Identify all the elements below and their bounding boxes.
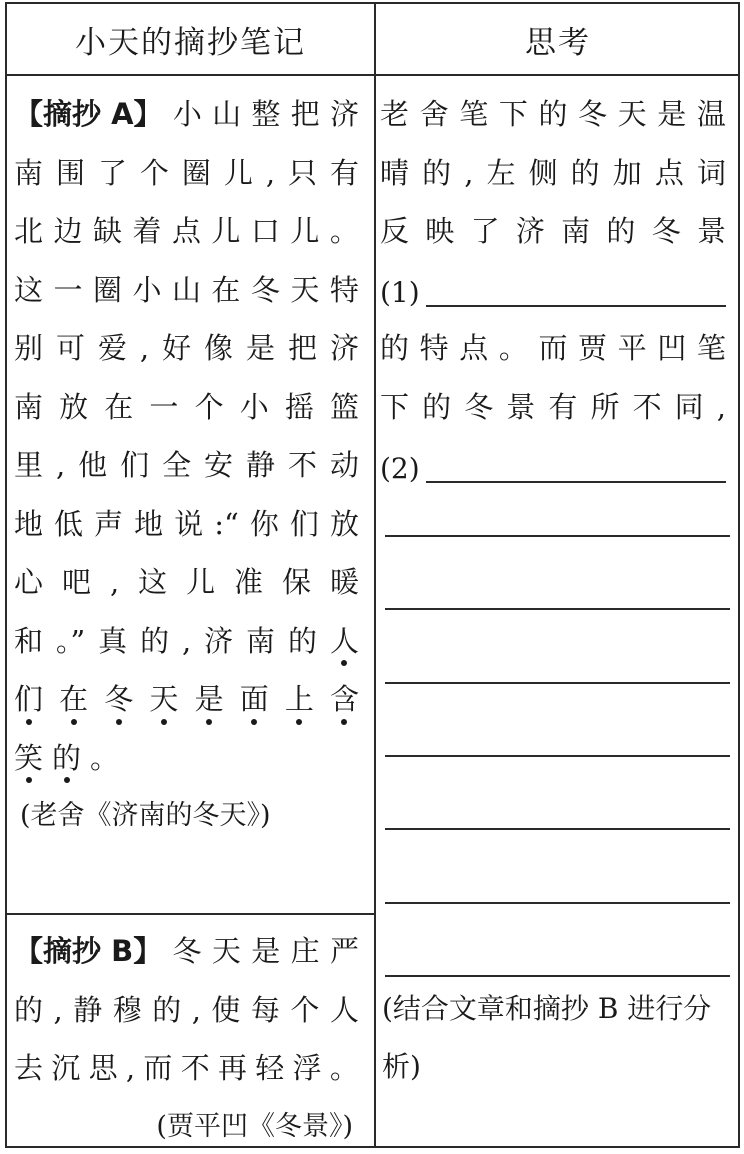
answer-underline[interactable] xyxy=(385,535,730,537)
text-char: 平 xyxy=(617,331,647,365)
text-char: 加 xyxy=(612,155,642,190)
text-char: , xyxy=(125,1051,136,1085)
text-char: 在 xyxy=(104,389,134,424)
text-char: 庄 xyxy=(290,934,320,968)
text-char: 的 xyxy=(422,155,452,190)
text-char: 济 xyxy=(204,623,234,658)
text-char: 再 xyxy=(217,1051,247,1085)
text-char: 。 xyxy=(329,1051,359,1085)
text-char: 是 xyxy=(246,331,276,365)
excerpt-source: (老舍《济南的冬天》) xyxy=(20,800,271,831)
text-char: 的 xyxy=(140,623,170,658)
text-char: 映 xyxy=(425,214,455,248)
text-char: 安 xyxy=(204,448,234,482)
text-char: 说 xyxy=(174,506,204,541)
notes-column-header: 小天的摘抄笔记 xyxy=(75,24,306,61)
text-char: 个 xyxy=(139,155,169,190)
text-char: 南 xyxy=(14,155,44,190)
text-char: 真 xyxy=(98,623,128,658)
text-char: 是 xyxy=(251,934,281,968)
text-char: 景 xyxy=(506,389,536,424)
text-line xyxy=(14,1039,359,1098)
text-char: 南 xyxy=(561,214,591,248)
excerpt-tag: 【摘抄 A】 xyxy=(14,97,163,131)
analysis-hint: (结合文章和摘抄 B 进行分析) xyxy=(382,992,712,1083)
text-char: 放 xyxy=(59,389,89,424)
text-char: 儿 xyxy=(290,214,320,248)
answer-underline[interactable] xyxy=(385,828,730,830)
answer-underline[interactable] xyxy=(426,305,726,307)
blank-label: (2) xyxy=(380,451,420,485)
text-char: 把 xyxy=(290,97,320,131)
text-line xyxy=(380,202,726,261)
text-char: 山 xyxy=(212,97,242,131)
text-char: 们 xyxy=(120,448,150,482)
text-char: :“ xyxy=(214,506,239,541)
text-char: 的 xyxy=(14,992,44,1027)
text-char: 吧 xyxy=(61,565,91,599)
text-char: 全 xyxy=(162,448,192,482)
text-char: 轻 xyxy=(255,1051,285,1085)
text-char: 温 xyxy=(696,97,726,131)
excerpt-b xyxy=(14,922,359,1154)
text-char: 的 xyxy=(152,992,182,1027)
text-char: 像 xyxy=(204,331,234,365)
text-char: 浮 xyxy=(292,1051,322,1085)
text-char: 。 xyxy=(329,214,359,248)
text-char: 济 xyxy=(329,331,359,365)
text-char: 。” xyxy=(55,623,86,658)
text-char: 而 xyxy=(143,1051,173,1085)
text-char: 下 xyxy=(380,389,410,424)
blank-2[interactable] xyxy=(380,436,726,495)
text-char: 冬 xyxy=(104,670,133,729)
text-char: 地 xyxy=(134,506,164,541)
text-line xyxy=(14,378,359,437)
text-char: 有 xyxy=(329,155,359,190)
text-char: 冬 xyxy=(250,272,280,307)
text-char: 暖 xyxy=(329,565,359,599)
text-char: 笑 xyxy=(14,729,43,788)
text-line xyxy=(14,85,359,144)
text-char: 点 xyxy=(171,214,201,248)
text-char: 别 xyxy=(14,331,44,365)
answer-underline[interactable] xyxy=(385,755,730,757)
text-char: 下 xyxy=(498,97,528,131)
text-line xyxy=(380,85,726,144)
text-char: 而 xyxy=(538,331,568,365)
text-char: 不 xyxy=(287,448,317,482)
text-line xyxy=(14,261,359,320)
thinking-column-header: 思考 xyxy=(525,24,591,61)
text-char: 准 xyxy=(234,565,264,599)
text-char: 低 xyxy=(54,506,84,541)
text-char: 了 xyxy=(97,155,127,190)
text-char: 缺 xyxy=(92,214,122,248)
header-divider xyxy=(7,74,738,76)
text-char: 面 xyxy=(240,670,269,729)
answer-underline[interactable] xyxy=(385,682,730,684)
text-char: 小 xyxy=(132,272,162,307)
text-char: 凹 xyxy=(657,331,687,365)
text-char: , xyxy=(55,448,66,482)
text-char: 地 xyxy=(14,506,44,541)
text-char: , xyxy=(716,389,726,424)
text-char: 天 xyxy=(149,670,178,729)
text-char: 含 xyxy=(330,670,359,729)
text-char: 静 xyxy=(246,448,276,482)
text-char: 静 xyxy=(73,992,103,1027)
answer-underline[interactable] xyxy=(426,481,726,483)
text-char: , xyxy=(139,331,150,365)
text-char: 一 xyxy=(149,389,179,424)
text-char: 围 xyxy=(55,155,85,190)
text-char: 。 xyxy=(498,331,528,365)
text-char: , xyxy=(109,565,120,599)
text-char: 冬 xyxy=(651,214,681,248)
text-char: 北 xyxy=(14,214,44,248)
text-char: 每 xyxy=(250,992,280,1027)
text-line xyxy=(380,378,726,437)
text-char: 小 xyxy=(239,389,269,424)
text-char: , xyxy=(182,623,192,658)
text-line xyxy=(14,612,359,671)
text-char: 心 xyxy=(14,565,44,599)
text-char: 词 xyxy=(696,155,726,190)
text-line xyxy=(14,922,359,981)
text-char: 天 xyxy=(290,272,320,307)
text-char: 穆 xyxy=(112,992,142,1027)
text-char: , xyxy=(265,155,276,190)
text-char: 和 xyxy=(14,623,44,658)
text-char: 的 xyxy=(422,389,452,424)
text-char: 放 xyxy=(329,506,359,541)
text-char: 不 xyxy=(632,389,662,424)
text-char: 人 xyxy=(329,992,359,1027)
text-char: 反 xyxy=(380,214,410,248)
excerpt-tag: 【摘抄 B】 xyxy=(14,934,163,968)
text-char: 济 xyxy=(329,97,359,131)
text-char: 声 xyxy=(94,506,124,541)
text-char: 景 xyxy=(696,214,726,248)
text-char: 晴 xyxy=(380,155,410,190)
text-char: 贾 xyxy=(578,331,608,365)
text-char: 特 xyxy=(329,272,359,307)
text-char: 着 xyxy=(132,214,162,248)
text-char: 老 xyxy=(380,97,410,131)
text-char: 天 xyxy=(211,934,241,968)
text-char: 你 xyxy=(249,506,279,541)
text-char: 思 xyxy=(88,1051,118,1085)
text-line xyxy=(14,981,359,1040)
text-line xyxy=(14,495,359,554)
text-char: 天 xyxy=(617,97,647,131)
text-char: 是 xyxy=(195,670,224,729)
text-char: 的 xyxy=(570,155,600,190)
text-char: 特 xyxy=(419,331,449,365)
text-line xyxy=(380,144,726,203)
text-line xyxy=(14,670,359,729)
text-char: 可 xyxy=(55,331,85,365)
text-char: 冬 xyxy=(172,934,202,968)
text-char: 点 xyxy=(459,331,489,365)
text-char: 个 xyxy=(290,992,320,1027)
text-char: 侧 xyxy=(528,155,558,190)
text-char: 是 xyxy=(657,97,687,131)
text-char: 一 xyxy=(53,272,83,307)
text-line xyxy=(14,144,359,203)
text-char: 的 xyxy=(380,331,410,365)
text-char: 南 xyxy=(246,623,276,658)
text-line xyxy=(14,729,359,788)
column-divider xyxy=(374,4,376,1146)
text-char: 好 xyxy=(162,331,192,365)
excerpt-source: (贾平凹《冬景》) xyxy=(156,1110,353,1142)
text-char: 摇 xyxy=(284,389,314,424)
answer-underline[interactable] xyxy=(385,608,730,610)
text-char: 爱 xyxy=(97,331,127,365)
text-char: 的 xyxy=(538,97,568,131)
text-char: 冬 xyxy=(578,97,608,131)
text-char: 圈 xyxy=(181,155,211,190)
text-char: 上 xyxy=(285,670,314,729)
text-char: 山 xyxy=(171,272,201,307)
text-char: , xyxy=(53,992,63,1027)
text-char: 圈 xyxy=(92,272,122,307)
text-char: 把 xyxy=(287,331,317,365)
text-char: 这 xyxy=(138,565,168,599)
text-char: 们 xyxy=(14,670,43,729)
text-char: 的 xyxy=(287,623,317,658)
text-char: 他 xyxy=(78,448,108,482)
text-char: 里 xyxy=(14,448,44,482)
text-char: 使 xyxy=(211,992,241,1027)
excerpt-a xyxy=(14,85,359,846)
text-char: 点 xyxy=(654,155,684,190)
text-char: 的 xyxy=(52,729,81,788)
text-char: 口 xyxy=(250,214,280,248)
text-char: 严 xyxy=(329,934,359,968)
text-char: 济 xyxy=(515,214,545,248)
blank-label: (1) xyxy=(380,276,420,309)
text-char: 了 xyxy=(470,214,500,248)
answer-underline[interactable] xyxy=(385,902,730,904)
text-line xyxy=(14,202,359,261)
text-char: 儿 xyxy=(223,155,253,190)
text-char: 。 xyxy=(90,740,120,775)
text-char: 同 xyxy=(674,389,704,424)
text-line xyxy=(14,553,359,612)
text-char: 所 xyxy=(590,389,620,424)
text-char: 沉 xyxy=(51,1051,81,1085)
text-char: 有 xyxy=(548,389,578,424)
text-char: , xyxy=(191,992,201,1027)
answer-underline[interactable] xyxy=(385,975,730,977)
text-char: 舍 xyxy=(419,97,449,131)
text-char: 笔 xyxy=(696,331,726,365)
text-char: 个 xyxy=(194,389,224,424)
text-char: 冬 xyxy=(464,389,494,424)
blank-1[interactable] xyxy=(380,261,726,320)
thinking-text xyxy=(380,85,726,495)
text-char: 在 xyxy=(59,670,88,729)
text-char: 儿 xyxy=(186,565,216,599)
text-line xyxy=(14,319,359,378)
text-char: 整 xyxy=(251,97,281,131)
text-char: 小 xyxy=(172,97,202,131)
text-char: 不 xyxy=(180,1051,210,1085)
excerpt-divider xyxy=(7,913,374,915)
text-char: 的 xyxy=(606,214,636,248)
text-char: 边 xyxy=(53,214,83,248)
text-char: 动 xyxy=(329,448,359,482)
text-char: 儿 xyxy=(211,214,241,248)
text-char: 这 xyxy=(14,272,44,307)
text-char: 保 xyxy=(282,565,312,599)
text-line xyxy=(14,436,359,495)
text-char: , xyxy=(464,155,474,190)
text-char: 去 xyxy=(14,1051,44,1085)
text-char: 左 xyxy=(486,155,516,190)
text-char: 在 xyxy=(211,272,241,307)
text-char: 南 xyxy=(14,389,44,424)
text-char: 篮 xyxy=(329,389,359,424)
text-char: 笔 xyxy=(459,97,489,131)
text-char: 人 xyxy=(330,612,359,671)
text-char: 只 xyxy=(287,155,317,190)
text-char: 们 xyxy=(289,506,319,541)
text-line xyxy=(380,319,726,378)
